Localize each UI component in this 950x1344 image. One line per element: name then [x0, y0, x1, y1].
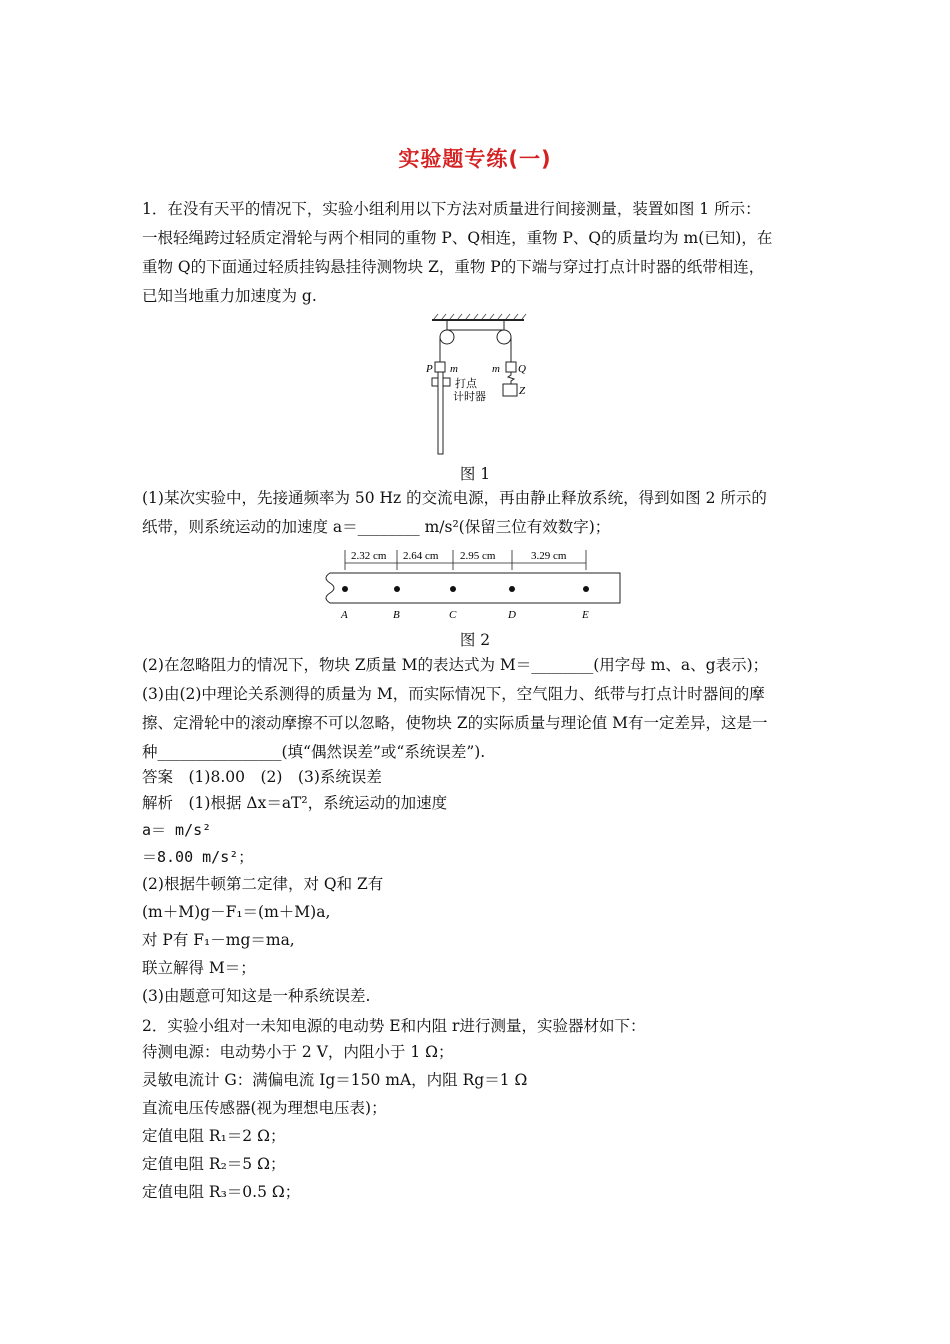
- paper-tape: [438, 372, 443, 454]
- analysis-line-2: a＝ m/s²: [142, 821, 212, 839]
- label-m-left: m: [450, 363, 458, 375]
- q1-part3-line-2: 擦、定滑轮中的滚动摩擦不可以忽略，使物块 Z的实际质量与理论值 M有一定差异，这是一: [142, 714, 768, 732]
- label-z: Z: [519, 385, 526, 397]
- block-z: [503, 384, 517, 396]
- page-title: 实验题专练(一): [398, 147, 552, 171]
- distance-bc: 2.64 cm: [403, 550, 439, 562]
- q1-line-1: 1．在没有天平的情况下，实验小组利用以下方法对质量进行间接测量，装置如图 1 所示：: [142, 200, 761, 218]
- label-timer-2: 计时器: [453, 391, 486, 403]
- distance-de: 3.29 cm: [531, 550, 567, 562]
- q1-part3-line-1: (3)由(2)中理论关系测得的质量为 M，而实际情况下，空气阻力、纸带与打点计时器间的摩: [142, 685, 765, 703]
- analysis-line-3: ＝8.00 m/s²；: [142, 848, 254, 866]
- figure-1-apparatus: [420, 312, 530, 457]
- analysis-line-7: 联立解得 M＝；: [142, 959, 256, 977]
- point-e: [583, 586, 589, 592]
- q2-line-6: 定值电阻 R₂＝5 Ω；: [142, 1155, 286, 1173]
- point-d: [509, 586, 515, 592]
- analysis-line-8: (3)由题意可知这是一种系统误差.: [142, 987, 371, 1005]
- label-timer-1: 打点: [455, 378, 477, 390]
- analysis-line-4: (2)根据牛顿第二定律，对 Q和 Z有: [142, 875, 384, 893]
- distance-cd: 2.95 cm: [460, 550, 496, 562]
- q2-line-2: 待测电源：电动势小于 2 V，内阻小于 1 Ω；: [142, 1043, 454, 1061]
- label-p: P: [426, 363, 433, 375]
- point-b: [394, 586, 400, 592]
- q1-line-4: 已知当地重力加速度为 g.: [142, 287, 317, 305]
- q1-part1-line-2: 纸带，则系统运动的加速度 a＝________ m/s²(保留三位有效数字)；: [142, 518, 611, 536]
- figure-2-tape: [320, 546, 630, 624]
- q2-line-7: 定值电阻 R₃＝0.5 Ω；: [142, 1183, 301, 1201]
- point-c: [450, 586, 456, 592]
- point-a: [342, 586, 348, 592]
- q1-part1-line-1: (1)某次实验中，先接通频率为 50 Hz 的交流电源，再由静止释放系统，得到如图 2 所示的: [142, 489, 767, 507]
- q2-line-3: 灵敏电流计 G：满偏电流 Ig＝150 mA，内阻 Rg＝1 Ω: [142, 1071, 528, 1089]
- q2-line-5: 定值电阻 R₁＝2 Ω；: [142, 1127, 286, 1145]
- label-q: Q: [518, 363, 526, 375]
- q1-part3-line-3: 种________________(填“偶然误差”或“系统误差”).: [142, 743, 486, 761]
- analysis-line-5: (m＋M)g－F₁＝(m＋M)a,: [142, 903, 331, 921]
- label-e: E: [582, 609, 589, 621]
- q2-line-1: 2．实验小组对一未知电源的电动势 E和内阻 r进行测量，实验器材如下：: [142, 1017, 646, 1035]
- q2-line-4: 直流电压传感器(视为理想电压表)；: [142, 1099, 387, 1117]
- label-a: A: [341, 609, 348, 621]
- figure-1-caption: 图 1: [459, 465, 491, 483]
- weight-p: [435, 362, 445, 372]
- q1-line-2: 一根轻绳跨过轻质定滑轮与两个相同的重物 P、Q相连，重物 P、Q的质量均为 m(已知)，在: [142, 229, 773, 247]
- analysis-line-6: 对 P有 F₁－mg＝ma,: [142, 931, 295, 949]
- q1-part2-line: (2)在忽略阻力的情况下，物块 Z质量 M的表达式为 M＝________(用字母 m、a、g表示)；: [142, 656, 769, 674]
- label-d: D: [508, 609, 516, 621]
- analysis-line-1: 解析 (1)根据 Δx＝aT²，系统运动的加速度: [142, 794, 448, 812]
- q1-line-3: 重物 Q的下面通过轻质挂钩悬挂待测物块 Z，重物 P的下端与穿过打点计时器的纸带相连，: [142, 258, 765, 276]
- weight-q: [506, 362, 516, 372]
- label-b: B: [393, 609, 400, 621]
- distance-ab: 2.32 cm: [351, 550, 387, 562]
- label-m-right: m: [492, 363, 500, 375]
- figure-2-caption: 图 2: [459, 631, 491, 649]
- answer-line: 答案 (1)8.00 (2) (3)系统误差: [142, 768, 382, 786]
- label-c: C: [449, 609, 457, 621]
